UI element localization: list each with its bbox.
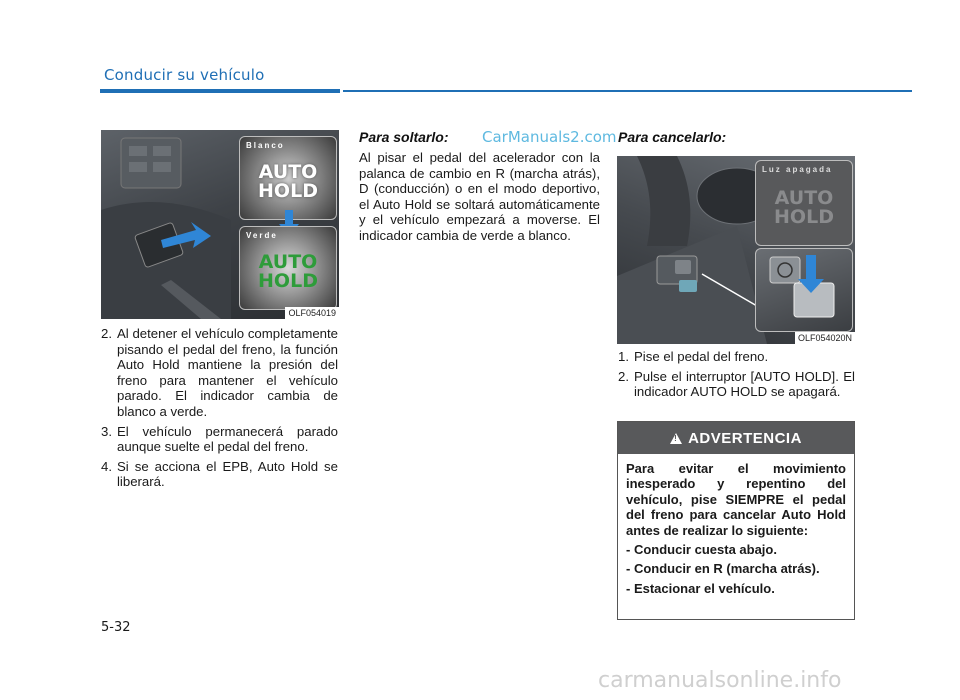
- panel-label-green: Verde: [246, 231, 278, 240]
- header-rule-accent: [100, 89, 340, 93]
- warning-triangle-icon: [670, 433, 682, 444]
- auto-hold-switch-icon: [756, 249, 852, 331]
- list-item: [618, 369, 855, 400]
- list-text: El vehículo permanecerá parado aunque suelte el pedal del freno.: [117, 423, 338, 455]
- list-text: Pise el pedal del freno.: [634, 349, 769, 364]
- warning-body: [618, 454, 854, 596]
- list-number: 3.: [101, 423, 112, 439]
- hold-text-off: HOLD: [774, 206, 834, 228]
- list-item: [101, 459, 338, 490]
- header-rule: [343, 90, 912, 92]
- warning-main-text: Para evitar el movimiento inesperado y repentino del vehículo, pise SIEMPRE el pedal del freno para cancelar Auto Hold antes de realizar lo siguiente:: [626, 461, 846, 538]
- auto-text-off: AUTO: [774, 187, 834, 209]
- indicator-off-panel: [755, 160, 853, 246]
- indicator-green-panel: [239, 226, 337, 310]
- warning-box: [617, 421, 855, 620]
- list-item: [618, 349, 855, 365]
- auto-text-white: AUTO: [258, 161, 318, 183]
- figure-code: OLF054020N: [795, 332, 855, 344]
- list-number: 1.: [618, 349, 629, 364]
- auto-text-green: AUTO: [258, 251, 318, 273]
- heading-soltarlo: Para soltarlo:: [359, 129, 449, 145]
- left-column-list: [101, 326, 338, 494]
- list-text: Pulse el interruptor [AUTO HOLD]. El indicador AUTO HOLD se apagará.: [634, 368, 855, 400]
- list-number: 2.: [101, 326, 112, 341]
- section-title: Conducir su vehículo: [104, 66, 265, 84]
- right-column-list: [618, 349, 855, 404]
- figure-code: OLF054019: [285, 307, 339, 319]
- indicator-white-panel: [239, 136, 337, 220]
- switch-detail-panel: [755, 248, 853, 332]
- hold-text-green: HOLD: [258, 270, 318, 292]
- warning-bullet: - Estacionar el vehículo.: [626, 580, 775, 596]
- warning-bullet: - Conducir en R (marcha atrás).: [626, 561, 820, 577]
- page-number: 5-32: [101, 620, 131, 635]
- warning-header: [618, 422, 854, 454]
- heading-cancelarlo: Para cancelarlo:: [618, 129, 727, 145]
- list-item: [101, 326, 338, 420]
- footer-watermark[interactable]: carmanualsonline.info: [598, 668, 842, 693]
- release-paragraph: Al pisar el pedal del acelerador con la palanca de cambio en R (marcha atrás), D (conducción) o en el modo deportivo, el Auto Hold se soltará automáticamente y el vehículo empezará a moverse. El indicador cambia de verde a blanco.: [359, 150, 600, 243]
- warning-bullet: - Conducir cuesta abajo.: [626, 542, 777, 558]
- list-number: 4.: [101, 458, 112, 474]
- panel-label-off: Luz apagada: [762, 165, 833, 174]
- watermark-link[interactable]: CarManuals2.com: [482, 128, 617, 146]
- warning-title: ADVERTENCIA: [688, 429, 802, 447]
- figure-auto-hold-switch: [617, 156, 855, 344]
- list-text: Al detener el vehículo completamente pisando el pedal del freno, la función Auto Hold mantiene la presión del freno para mantener el vehículo parado. El indicador cambia de blanco a verde.: [117, 326, 338, 419]
- figure-auto-hold-indicator: [101, 130, 339, 319]
- panel-label-white: Blanco: [246, 141, 285, 150]
- list-item: [101, 424, 338, 455]
- hold-text-white: HOLD: [258, 180, 318, 202]
- list-number: 2.: [618, 368, 629, 384]
- list-text: Si se acciona el EPB, Auto Hold se liberará.: [117, 458, 338, 490]
